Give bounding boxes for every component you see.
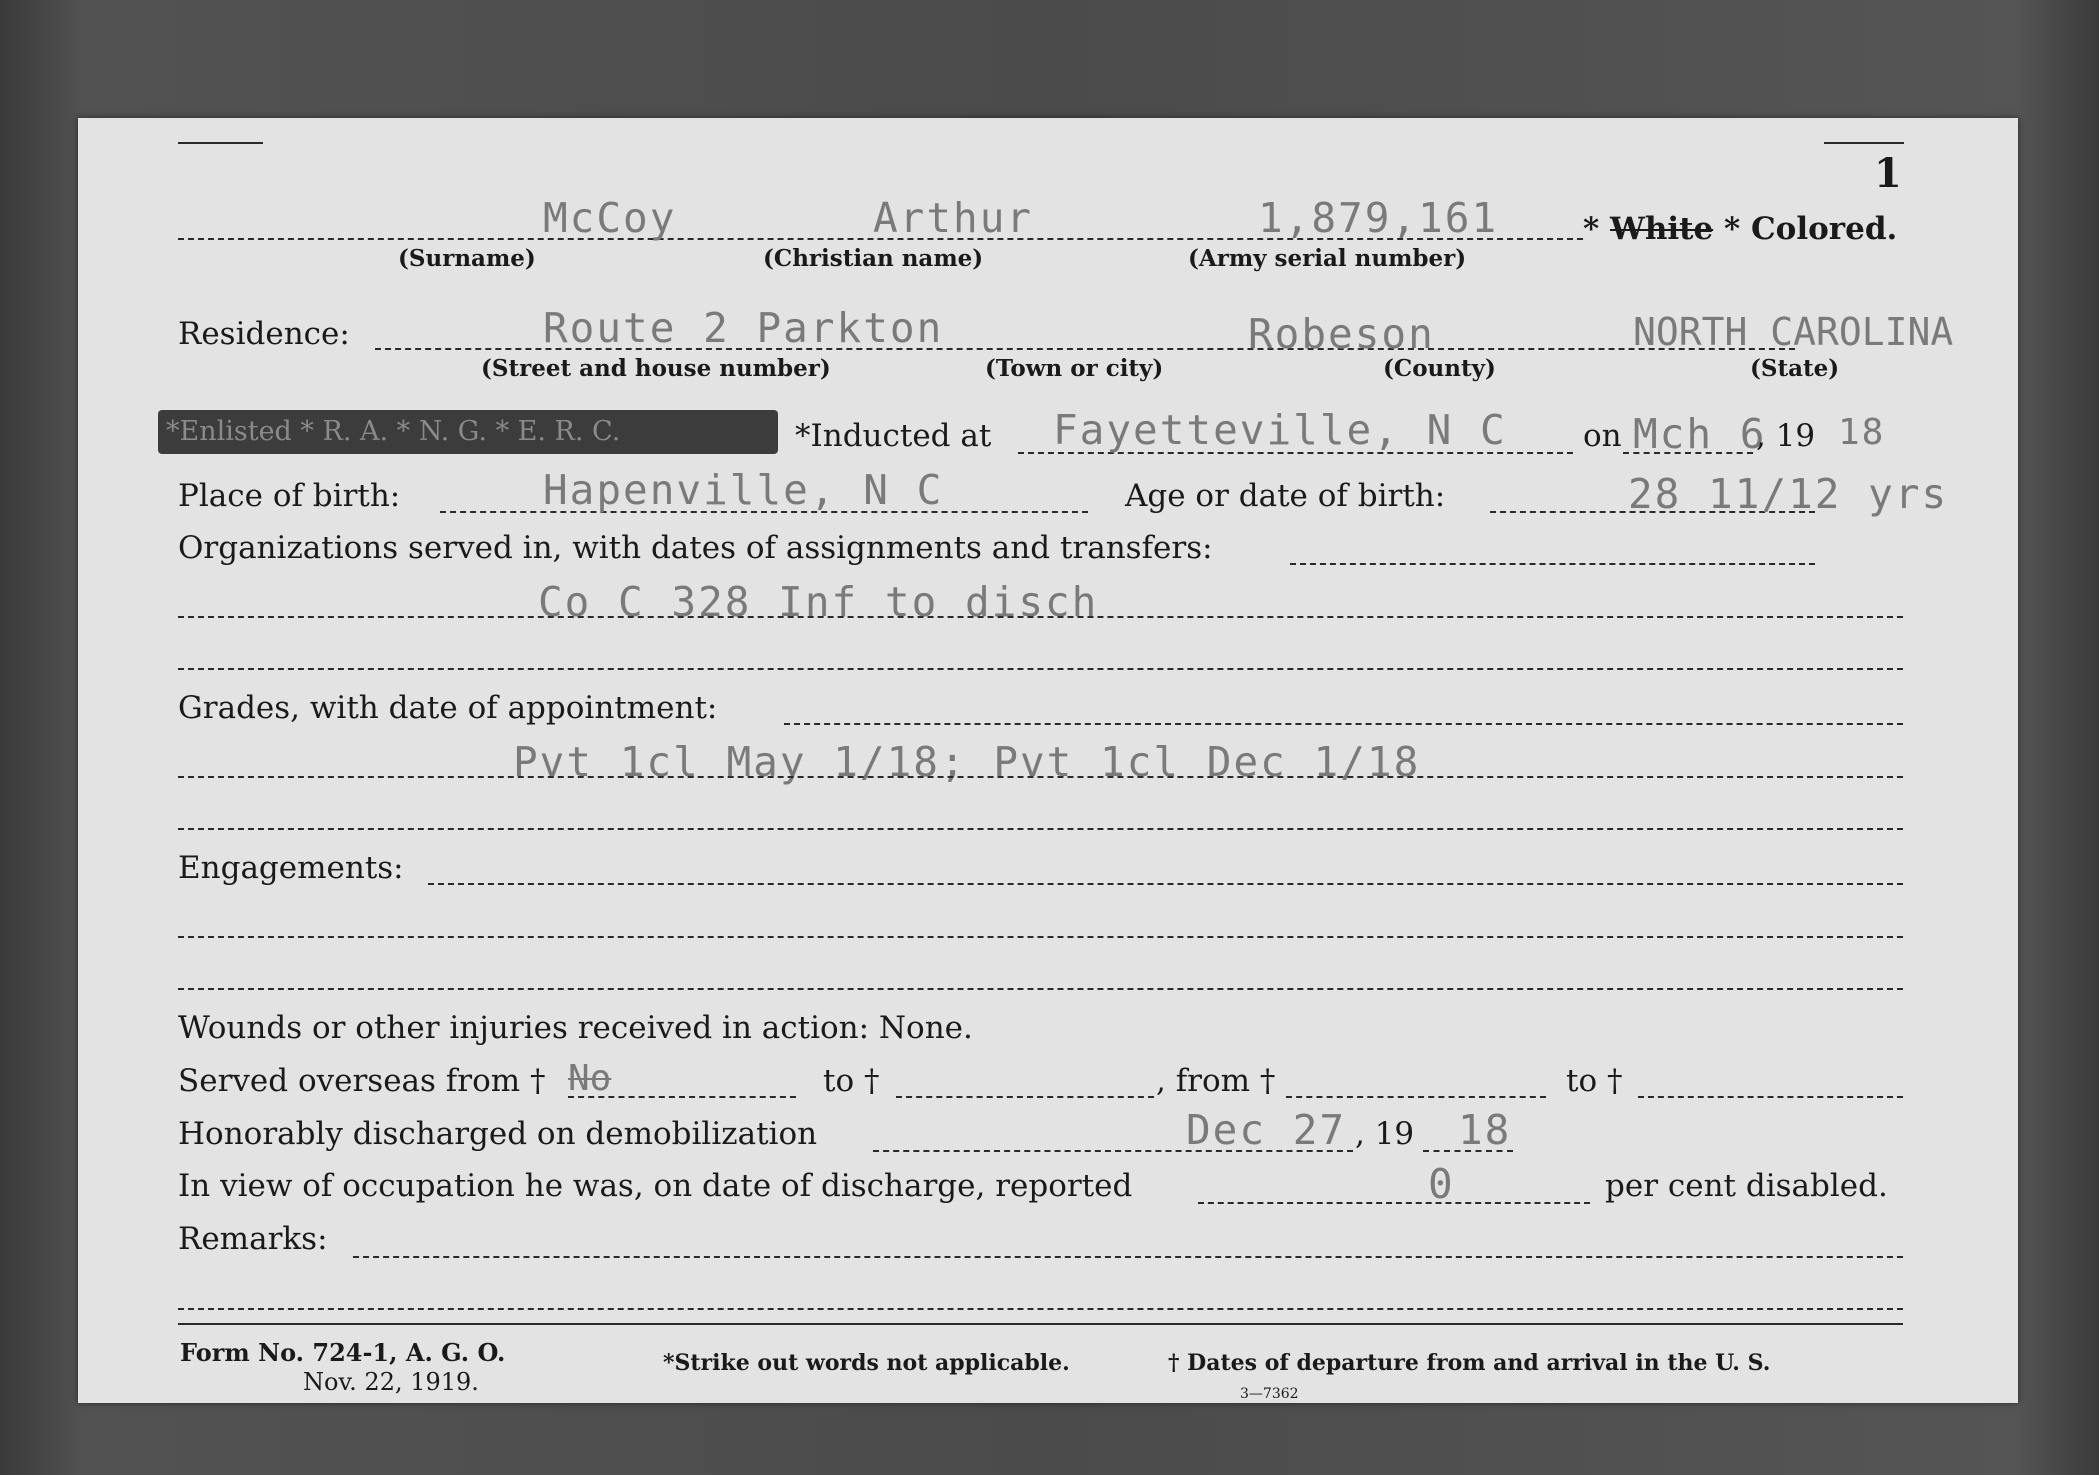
top-left-rule [178, 142, 263, 144]
form-date: Nov. 22, 1919. [303, 1368, 479, 1396]
inducted-year-prefix: , 19 [1756, 418, 1816, 454]
inducted-year-value: 18 [1838, 412, 1886, 453]
overseas-to2-line [1638, 1096, 1903, 1098]
serial-value: 1,879,161 [1258, 194, 1499, 242]
christian-name-value: Arthur [873, 194, 1034, 242]
disability-line [1198, 1202, 1590, 1204]
disability-value: 0 [1428, 1160, 1455, 1208]
overseas-to1-label: to † [823, 1063, 880, 1099]
overseas-label: Served overseas from † [178, 1063, 546, 1099]
surname-caption: (Surname) [398, 245, 536, 272]
grades-line-1 [784, 723, 1903, 725]
place-of-birth-label: Place of birth: [178, 478, 401, 514]
engagements-line-3 [178, 988, 1903, 990]
redacted-enlisted-block: *Enlisted * R. A. * N. G. * E. R. C. [158, 410, 778, 454]
residence-street-value: Route 2 Parkton [543, 304, 944, 352]
organizations-line-2 [178, 616, 1903, 618]
overseas-to1-line [896, 1096, 1154, 1098]
remarks-line-2 [178, 1308, 1903, 1310]
overseas-from-value: No [568, 1058, 612, 1099]
discharge-year-prefix: , 19 [1355, 1116, 1415, 1152]
card-number: 1 [1874, 150, 1902, 197]
grades-value: Pvt 1cl May 1/18; Pvt 1cl Dec 1/18 [513, 738, 1421, 786]
grades-line-2 [178, 776, 1903, 778]
strike-note: *Strike out words not applicable. [663, 1350, 1070, 1376]
organizations-line-1 [1290, 563, 1815, 565]
surname-value: McCoy [543, 194, 677, 242]
top-right-rule [1824, 142, 1904, 144]
inducted-on-label: on [1583, 418, 1622, 454]
disability-suffix: per cent disabled. [1605, 1168, 1888, 1204]
discharge-label: Honorably discharged on demobilization [178, 1116, 818, 1152]
remarks-line-1 [353, 1256, 1903, 1258]
overseas-to2-label: to † [1566, 1063, 1623, 1099]
overseas-from-line [568, 1096, 796, 1098]
overseas-from2-line [1286, 1096, 1546, 1098]
organizations-label: Organizations served in, with dates of assignments and transfers: [178, 530, 1213, 566]
race-colored: * Colored. [1713, 211, 1898, 247]
residence-label: Residence: [178, 316, 350, 352]
inducted-place-value: Fayetteville, N C [1053, 406, 1507, 454]
wounds-label: Wounds or other injuries received in action: None. [178, 1010, 973, 1046]
overseas-from2-label: , from † [1156, 1063, 1276, 1099]
form-number: Form No. 724-1, A. G. O. [180, 1338, 506, 1367]
inducted-date-value: Mch 6 [1633, 410, 1767, 458]
age-value: 28 11/12 yrs [1628, 470, 1949, 518]
place-of-birth-value: Hapenville, N C [543, 466, 944, 514]
serial-caption: (Army serial number) [1188, 245, 1467, 272]
race-options [1583, 211, 1897, 247]
dates-note: † Dates of departure from and arrival in the U. S. [1168, 1350, 1771, 1376]
footer-rule [178, 1323, 1903, 1325]
discharge-year-value: 18 [1458, 1106, 1512, 1154]
disability-label: In view of occupation he was, on date of discharge, reported [178, 1168, 1133, 1204]
race-white-struck: White [1610, 211, 1714, 247]
engagements-label: Engagements: [178, 850, 404, 886]
engagements-line-1 [428, 883, 1903, 885]
organizations-value: Co C 328 Inf to disch [538, 578, 1099, 626]
remarks-label: Remarks: [178, 1221, 328, 1257]
grades-line-3 [178, 828, 1903, 830]
christian-name-caption: (Christian name) [763, 245, 984, 272]
print-code: 3—7362 [1240, 1386, 1299, 1402]
service-record-card [78, 118, 2018, 1403]
grades-label: Grades, with date of appointment: [178, 690, 718, 726]
residence-county-value: Robeson [1248, 310, 1435, 358]
age-label: Age or date of birth: [1125, 478, 1446, 514]
county-caption: (County) [1383, 355, 1496, 382]
race-prefix: * [1583, 211, 1611, 247]
discharge-date-value: Dec 27 [1186, 1106, 1347, 1154]
organizations-line-3 [178, 668, 1903, 670]
engagements-line-2 [178, 936, 1903, 938]
street-caption: (Street and house number) [481, 355, 831, 382]
residence-state-value: NORTH CAROLINA [1633, 310, 1954, 354]
town-caption: (Town or city) [985, 355, 1164, 382]
state-caption: (State) [1750, 355, 1840, 382]
inducted-label: *Inducted at [795, 418, 992, 454]
